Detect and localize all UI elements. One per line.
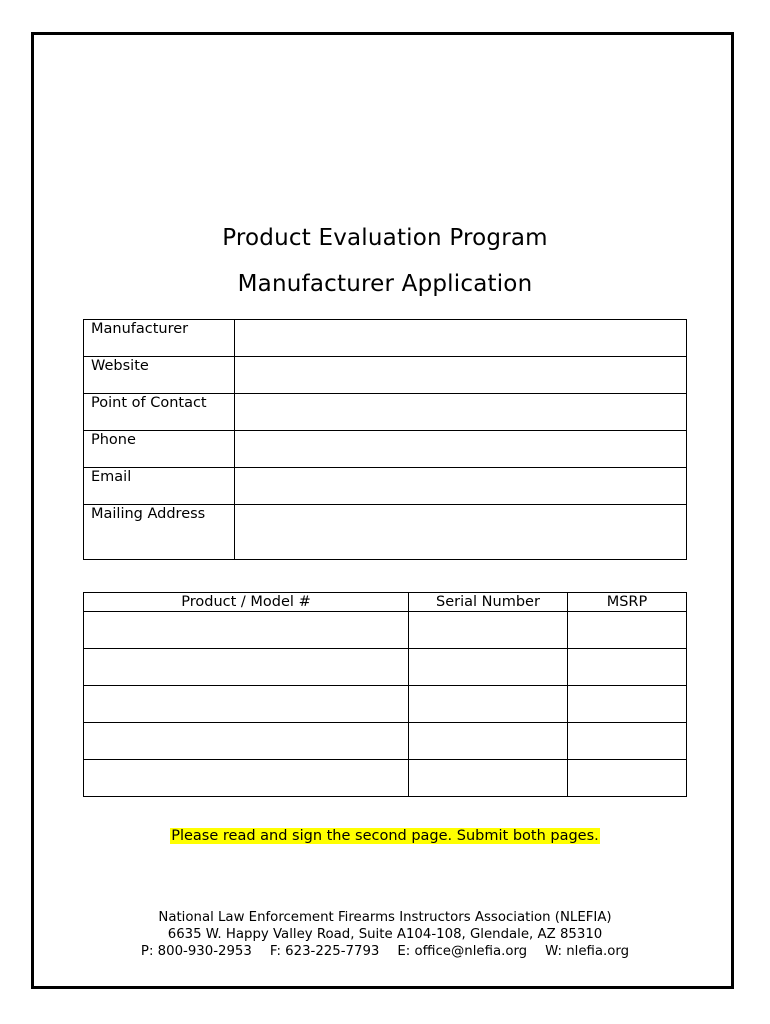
serial-number-cell[interactable] — [409, 612, 568, 649]
serial-number-cell[interactable] — [409, 686, 568, 723]
product-table — [83, 592, 687, 797]
product-model-cell[interactable] — [84, 612, 409, 649]
product-model-cell[interactable] — [84, 723, 409, 760]
mailing-address-label: Mailing Address — [84, 505, 235, 560]
table-row — [84, 357, 687, 394]
sign-notice: Please read and sign the second page. Submit both pages. — [171, 828, 599, 844]
msrp-cell[interactable] — [568, 760, 687, 797]
table-row — [84, 686, 687, 723]
msrp-cell[interactable] — [568, 686, 687, 723]
website-label: Website — [84, 357, 235, 394]
table-row — [84, 320, 687, 357]
manufacturer-field[interactable] — [235, 320, 687, 357]
point-of-contact-label: Point of Contact — [84, 394, 235, 431]
mailing-address-field[interactable] — [235, 505, 687, 560]
form-title: Product Evaluation Program — [222, 225, 548, 251]
serial-number-cell[interactable] — [409, 723, 568, 760]
serial-number-cell[interactable] — [409, 649, 568, 686]
serial-number-header: Serial Number — [409, 593, 568, 612]
footer-org-name: National Law Enforcement Firearms Instructors Association (NLEFIA) — [158, 910, 612, 925]
product-model-header: Product / Model # — [84, 593, 409, 612]
contact-info-table — [83, 319, 687, 560]
notice-container — [0, 828, 770, 844]
footer-phone: P: 800-930-2953 — [140, 944, 252, 959]
email-field[interactable] — [235, 468, 687, 505]
msrp-header: MSRP — [568, 593, 687, 612]
phone-label: Phone — [84, 431, 235, 468]
serial-number-cell[interactable] — [409, 760, 568, 797]
table-row — [84, 760, 687, 797]
msrp-cell[interactable] — [568, 649, 687, 686]
table-header-row — [84, 593, 687, 612]
product-model-cell[interactable] — [84, 649, 409, 686]
footer-contact-line — [0, 943, 770, 960]
table-row — [84, 505, 687, 560]
table-row — [84, 431, 687, 468]
product-model-cell[interactable] — [84, 686, 409, 723]
email-label: Email — [84, 468, 235, 505]
msrp-cell[interactable] — [568, 723, 687, 760]
phone-field[interactable] — [235, 431, 687, 468]
table-row — [84, 394, 687, 431]
product-model-cell[interactable] — [84, 760, 409, 797]
msrp-cell[interactable] — [568, 612, 687, 649]
table-row — [84, 468, 687, 505]
point-of-contact-field[interactable] — [235, 394, 687, 431]
form-subtitle: Manufacturer Application — [237, 271, 533, 297]
footer-fax: F: 623-225-7793 — [269, 944, 380, 959]
website-field[interactable] — [235, 357, 687, 394]
footer-address: 6635 W. Happy Valley Road, Suite A104-108, Glendale, AZ 85310 — [167, 927, 603, 942]
table-row — [84, 649, 687, 686]
table-row — [84, 723, 687, 760]
footer-email: E: office@nlefia.org — [397, 944, 528, 959]
manufacturer-label: Manufacturer — [84, 320, 235, 357]
table-row — [84, 612, 687, 649]
footer-website: W: nlefia.org — [545, 944, 630, 959]
